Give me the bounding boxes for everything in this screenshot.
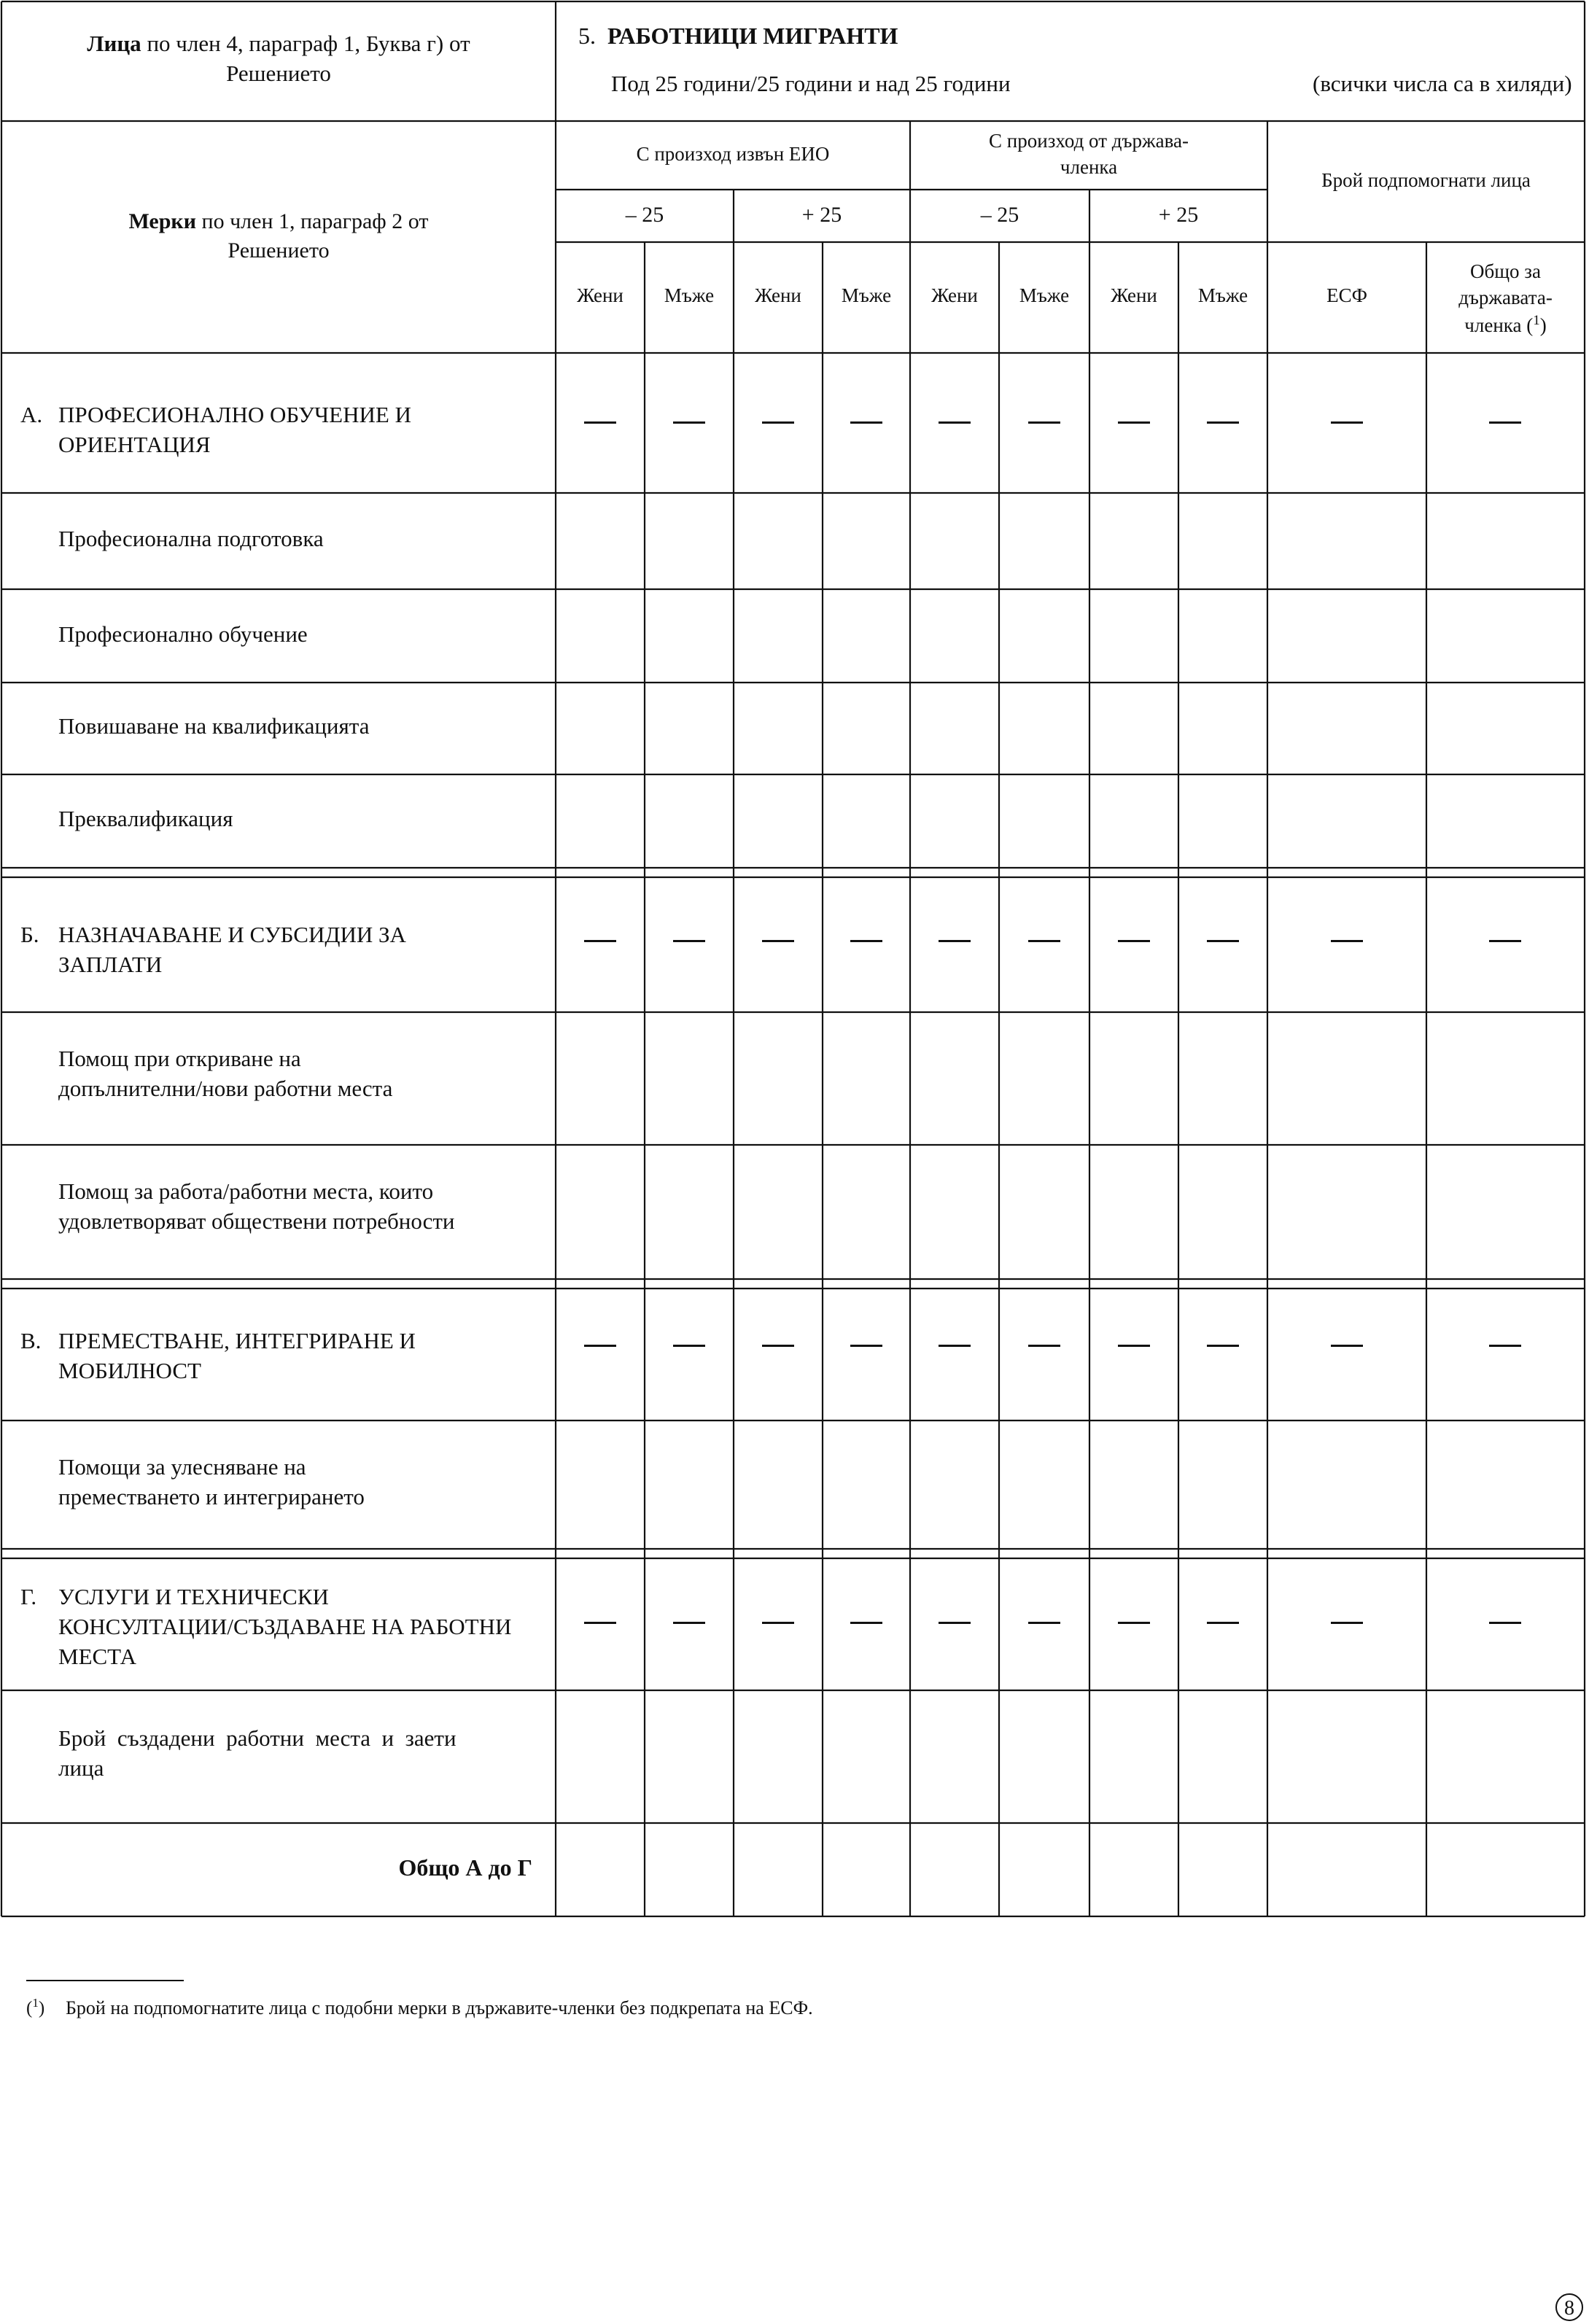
col-origin-outside-eea: С произход извън ЕИО xyxy=(636,143,830,165)
row-d-item-1 xyxy=(58,1724,457,1784)
section-d-title xyxy=(58,1582,511,1672)
section-b-title xyxy=(58,920,406,980)
col-men: Мъже xyxy=(841,284,892,306)
section-c-letter: В. xyxy=(20,1328,42,1353)
col-men: Мъже xyxy=(664,284,715,306)
row-b-item-1-line2: допълнителни/нови работни места xyxy=(58,1075,393,1101)
row-d-item-1-line1: Брой създадени работни места и заети xyxy=(58,1725,457,1751)
na-dash xyxy=(1207,940,1239,942)
col-total-member-state xyxy=(1426,258,1585,338)
age-subtitle: Под 25 години/25 години и над 25 години xyxy=(611,71,1011,96)
section-a-letter: А. xyxy=(20,402,43,427)
footnote-text: Брой на подпомогнатите лица с подобни мерки в държавите-членки без подкрепата на ЕСФ. xyxy=(66,1997,813,2018)
col-women: Жени xyxy=(1111,284,1157,306)
persons-label-decision: Решението xyxy=(226,60,331,86)
measures-label-bold: Мерки xyxy=(128,209,197,233)
col-total-member-close: ) xyxy=(1539,314,1547,336)
na-dash xyxy=(1207,1622,1239,1624)
na-dash xyxy=(1118,421,1150,424)
persons-label-bold: Лица xyxy=(87,31,141,56)
section-d-title-1: УСЛУГИ И ТЕХНИЧЕСКИ xyxy=(58,1584,329,1609)
na-dash xyxy=(1118,1345,1150,1347)
row-b-item-2-line1: Помощ за работа/работни места, които xyxy=(58,1178,434,1204)
col-total-member-line1: Общо за xyxy=(1470,260,1541,282)
na-dash xyxy=(673,1345,705,1347)
na-dash xyxy=(1489,1622,1521,1624)
na-dash xyxy=(762,421,794,424)
col-total-member-line2: държавата- xyxy=(1458,287,1553,309)
na-dash xyxy=(1331,1622,1363,1624)
na-dash xyxy=(673,1622,705,1624)
row-b-item-1-line1: Помощ при откриване на xyxy=(58,1046,301,1071)
na-dash xyxy=(1331,421,1363,424)
na-dash xyxy=(850,1345,882,1347)
footnote-number-value: 1 xyxy=(32,1996,39,2010)
measures-label xyxy=(1,207,556,265)
page-number: 8 xyxy=(1555,2293,1583,2321)
na-dash xyxy=(850,421,882,424)
row-c-item-1 xyxy=(58,1453,365,1512)
row-a-item-4: Преквалификация xyxy=(58,806,233,831)
na-dash xyxy=(1489,421,1521,424)
col-men: Мъже xyxy=(1197,284,1248,306)
section-b-title-2: ЗАПЛАТИ xyxy=(58,951,163,977)
section-title xyxy=(578,20,898,51)
col-origin-member-state-line1: С произход от държава- xyxy=(989,130,1189,152)
na-dash xyxy=(1489,1345,1521,1347)
na-dash xyxy=(939,1622,971,1624)
row-c-item-1-line2: преместването и интегрирането xyxy=(58,1483,365,1509)
na-dash xyxy=(1028,421,1060,424)
row-a-item-2: Професионално обучение xyxy=(58,621,308,647)
row-a-item-1: Професионална подготовка xyxy=(58,526,324,551)
na-dash xyxy=(939,1345,971,1347)
section-number: 5. xyxy=(578,23,596,49)
na-dash xyxy=(1331,940,1363,942)
na-dash xyxy=(850,940,882,942)
na-dash xyxy=(584,1345,616,1347)
row-c-item-1-line1: Помощи за улесняване на xyxy=(58,1454,306,1480)
na-dash xyxy=(1118,1622,1150,1624)
row-b-item-2-line2: удовлетворяват обществени потребности xyxy=(58,1208,455,1234)
row-b-item-1 xyxy=(58,1044,392,1104)
section-c-title-2: МОБИЛНОСТ xyxy=(58,1357,201,1383)
na-dash xyxy=(673,940,705,942)
col-esf: ЕСФ xyxy=(1326,284,1367,306)
col-women: Жени xyxy=(577,284,623,306)
footnote-number: ($^1$) xyxy=(26,1996,45,2018)
col-women: Жени xyxy=(755,284,801,306)
na-dash xyxy=(584,421,616,424)
section-a-title-1: ПРОФЕСИОНАЛНО ОБУЧЕНИЕ И xyxy=(58,402,411,427)
col-origin-member-state xyxy=(910,128,1267,180)
col-age-under-25-1: – 25 xyxy=(625,203,664,227)
na-dash xyxy=(1207,1345,1239,1347)
measures-label-rest: по член 1, параграф 2 от xyxy=(201,209,429,233)
row-b-item-2 xyxy=(58,1177,455,1237)
na-dash xyxy=(1489,940,1521,942)
na-dash xyxy=(939,940,971,942)
na-dash xyxy=(762,1345,794,1347)
persons-label xyxy=(1,29,556,89)
section-b-letter: Б. xyxy=(20,922,39,947)
section-d-title-3: МЕСТА xyxy=(58,1643,136,1669)
na-dash xyxy=(584,1622,616,1624)
section-c-title-1: ПРЕМЕСТВАНЕ, ИНТЕГРИРАНЕ И xyxy=(58,1328,416,1353)
total-row-label: Общо А до Г xyxy=(398,1854,532,1881)
section-a-title-2: ОРИЕНТАЦИЯ xyxy=(58,431,211,457)
measures-label-decision: Решението xyxy=(228,238,330,263)
section-d-title-2: КОНСУЛТАЦИИ/СЪЗДАВАНЕ НА РАБОТНИ xyxy=(58,1613,512,1639)
na-dash xyxy=(1331,1345,1363,1347)
na-dash xyxy=(850,1622,882,1624)
na-dash xyxy=(1118,940,1150,942)
col-total-member-line3: членка ( xyxy=(1464,314,1534,336)
na-dash xyxy=(673,421,705,424)
na-dash xyxy=(1028,940,1060,942)
col-origin-member-state-line2: членка xyxy=(1060,155,1118,178)
section-b-title-1: НАЗНАЧАВАНЕ И СУБСИДИИ ЗА xyxy=(58,922,406,947)
col-age-over-25-2: + 25 xyxy=(1158,203,1199,227)
col-age-under-25-2: – 25 xyxy=(980,203,1019,227)
footnote-ref: 1 xyxy=(1533,312,1540,328)
section-a-title xyxy=(58,400,411,460)
na-dash xyxy=(762,1622,794,1624)
na-dash xyxy=(1028,1345,1060,1347)
col-women: Жени xyxy=(931,284,978,306)
col-supported-count: Брой подпомогнати лица xyxy=(1321,169,1531,191)
section-d-letter: Г. xyxy=(20,1584,37,1609)
persons-label-rest: по член 4, параграф 1, Буква г) от xyxy=(147,31,470,56)
row-a-item-3: Повишаване на квалификацията xyxy=(58,713,370,739)
section-title-text: РАБОТНИЦИ МИГРАНТИ xyxy=(607,23,898,49)
row-d-item-1-line2: лица xyxy=(58,1754,104,1781)
units-note: (всички числа са в хиляди) xyxy=(1313,71,1572,96)
na-dash xyxy=(1207,421,1239,424)
na-dash xyxy=(1028,1622,1060,1624)
na-dash xyxy=(584,940,616,942)
col-men: Мъже xyxy=(1019,284,1070,306)
col-age-over-25-1: + 25 xyxy=(801,203,842,227)
section-c-title xyxy=(58,1326,416,1386)
na-dash xyxy=(762,940,794,942)
na-dash xyxy=(939,421,971,424)
